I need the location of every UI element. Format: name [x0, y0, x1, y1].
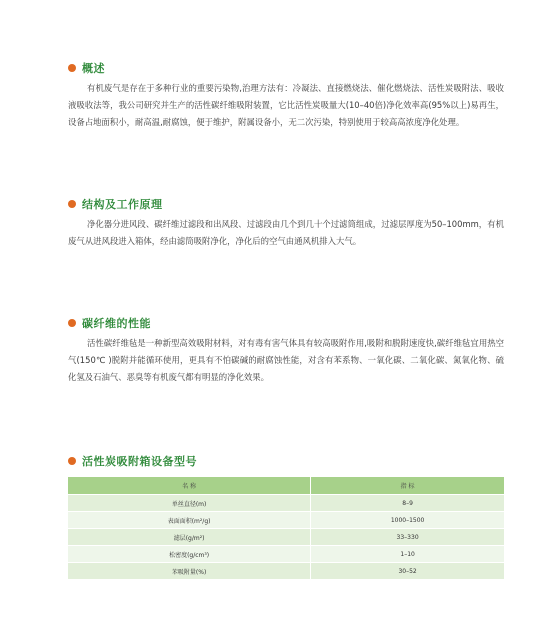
- table-header-row: [68, 477, 504, 495]
- bullet-dot-icon: [68, 457, 76, 465]
- bullet-dot-icon: [68, 200, 76, 208]
- spec-table: [68, 477, 504, 579]
- section-heading: [68, 453, 504, 469]
- table-cell-name: 单丝直径(m): [68, 495, 311, 512]
- column-header-name: 名 称: [68, 477, 311, 495]
- table-row: [68, 495, 504, 512]
- table-cell-value: 8–9: [311, 495, 504, 512]
- table-cell-name: 滤层(g/m²): [68, 529, 311, 546]
- column-header-value: 指 标: [311, 477, 504, 495]
- table-row: [68, 529, 504, 546]
- section-title: 碳纤维的性能: [82, 317, 151, 330]
- table-row: [68, 563, 504, 580]
- table-cell-value: 30–52: [311, 563, 504, 580]
- table-cell-name: 苯吸附量(%): [68, 563, 311, 580]
- section-heading: [68, 196, 504, 212]
- section-title: 活性炭吸附箱设备型号: [82, 455, 197, 468]
- section-heading: [68, 60, 504, 76]
- table-row: [68, 512, 504, 529]
- section-structure: [68, 196, 504, 250]
- section-paragraph: 净化器分进风段、碳纤维过滤段和出风段、过滤段由几个到几十个过滤筒组成，过滤层厚度为50–100mm，有机废气从进风段进入箱体，经由滤筒吸附净化，净化后的空气由通风机排入大气。: [68, 219, 504, 246]
- table-cell-value: 33–330: [311, 529, 504, 546]
- table-cell-value: 1–10: [311, 546, 504, 563]
- table-cell-name: 松密度(g/cm³): [68, 546, 311, 563]
- section-paragraph: 活性碳纤维毡是一种新型高效吸附材料，对有毒有害气体具有较高吸附作用,吸附和脱附速度快,碳纤维毡宜用热空气(150℃ )脱附并能循环使用，更具有不怕碳碱的耐腐蚀性能，对含有苯系物、一氧化碳、二氧化碳、氮氧化物、硫化氢及石油气、恶臭等有机废气都有明显的净化效果。: [68, 338, 504, 382]
- section-heading: [68, 315, 504, 331]
- section-models: [68, 453, 504, 469]
- table-cell-name: 表面面积(m²/g): [68, 512, 311, 529]
- table-row: [68, 546, 504, 563]
- section-paragraph: 有机废气是存在于多种行业的重要污染物,治理方法有：冷凝法、直接燃烧法、催化燃烧法、活性炭吸附法、吸收液吸收法等，我公司研究并生产的活性碳纤维吸附装置，它比活性炭吸量大(10–40倍)净化效率高(95%以上)易再生，设备占地面积小，耐高温,耐腐蚀，便于维护，附属设备小，无二次污染，特别使用于较高高浓度净化处理。: [68, 83, 504, 127]
- section-title: 结构及工作原理: [82, 198, 163, 211]
- section-overview: [68, 60, 504, 131]
- bullet-dot-icon: [68, 319, 76, 327]
- section-title: 概述: [82, 62, 105, 75]
- section-performance: [68, 315, 504, 386]
- bullet-dot-icon: [68, 64, 76, 72]
- table-cell-value: 1000–1500: [311, 512, 504, 529]
